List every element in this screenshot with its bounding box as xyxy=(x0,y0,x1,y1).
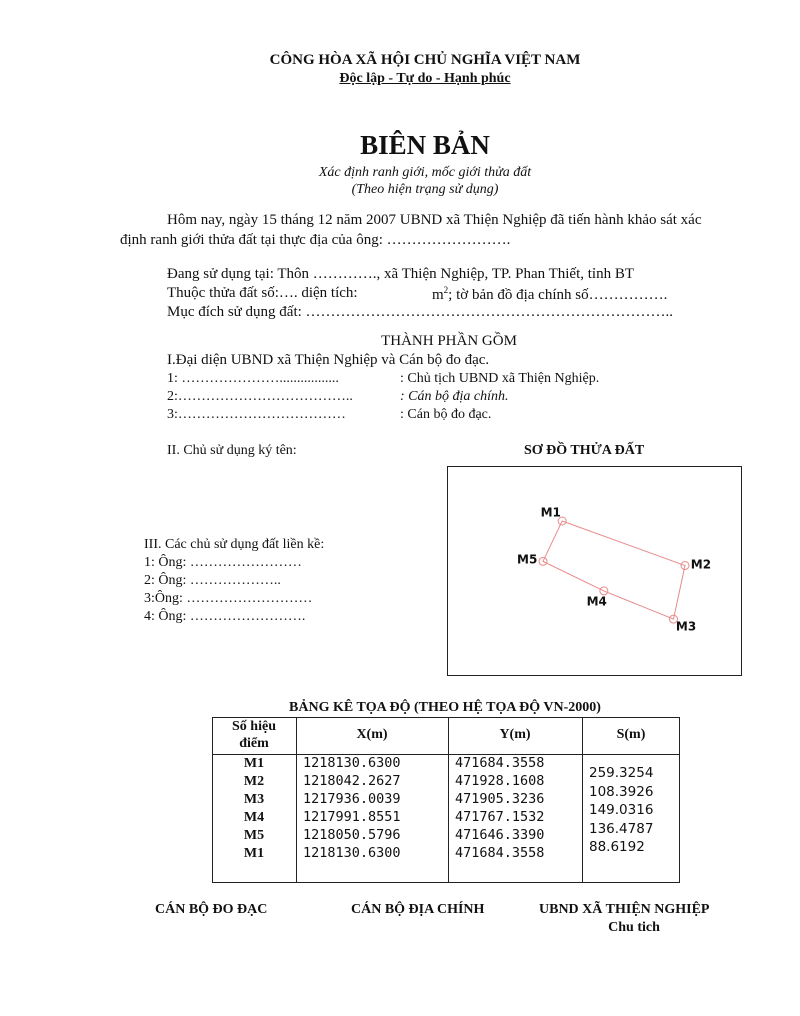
member-2-name: 2:……………………………….. xyxy=(167,389,353,404)
motto: Độc lập - Tự do - Hạnh phúc xyxy=(339,71,511,86)
table-cell-y: 471928.1608 xyxy=(455,773,545,789)
intro-line-1: Hôm nay, ngày 15 tháng 12 năm 2007 UBND xã Thiện Nghiệp đã tiến hành khảo sát xác xyxy=(167,212,702,228)
table-divider xyxy=(582,717,583,883)
table-cell-y: 471684.3558 xyxy=(455,845,545,861)
table-cell-x: 1218130.6300 xyxy=(303,845,401,861)
signature-cadastral: CÁN BỘ ĐỊA CHÍNH xyxy=(351,902,485,917)
header-point-line1: Số hiệu xyxy=(232,719,276,734)
composition-heading: THÀNH PHẦN GỒM xyxy=(381,333,517,349)
header-x: X(m) xyxy=(356,727,388,742)
nation-heading: CÔNG HÒA XÃ HỘI CHỦ NGHĨA VIỆT NAM xyxy=(269,52,581,68)
parcel-boundary xyxy=(543,521,685,619)
area-unit-superscript: 2 xyxy=(443,285,449,295)
parcel-sketch xyxy=(447,466,742,676)
intro-line-2: định ranh giới thửa đất tại thực địa của ông: ……………………. xyxy=(120,232,511,248)
table-cell-distance: 149.0316 xyxy=(589,802,654,818)
parcel-number-area: Thuộc thửa đất số:…. diện tích: xyxy=(167,285,358,301)
document-subtitle-note: (Theo hiện trạng sử dụng) xyxy=(351,182,499,197)
section-2-heading: II. Chủ sử dụng ký tên: xyxy=(167,443,297,458)
signature-committee-role: Chu tich xyxy=(608,920,660,935)
member-1-name: 1: …………………................. xyxy=(167,371,339,386)
table-cell-point: M4 xyxy=(243,810,265,825)
table-cell-point: M5 xyxy=(243,828,265,843)
signature-committee: UBND XÃ THIỆN NGHIỆP xyxy=(539,902,710,917)
marker-label: M4 xyxy=(586,594,607,609)
table-cell-point: M1 xyxy=(243,846,265,861)
marker-label: M2 xyxy=(690,557,712,572)
table-divider xyxy=(448,717,449,883)
table-cell-y: 471646.3390 xyxy=(455,827,545,843)
table-cell-distance: 108.3926 xyxy=(589,783,654,800)
section-3-heading: III. Các chủ sử dụng đất liền kề: xyxy=(144,537,325,552)
table-divider xyxy=(296,717,297,883)
member-2-role: : Cán bộ địa chính. xyxy=(400,389,509,404)
table-cell-x: 1218050.5796 xyxy=(303,827,401,843)
section-1-heading: I.Đại diện UBND xã Thiện Nghiệp và Cán bộ đo đạc. xyxy=(167,352,490,368)
neighbor-4: 4: Ông: ……………………. xyxy=(144,609,306,624)
sketch-heading: SƠ ĐỒ THỬA ĐẤT xyxy=(524,443,645,458)
member-1-role: : Chủ tịch UBND xã Thiện Nghiệp. xyxy=(400,371,600,386)
usage-location: Đang sử dụng tại: Thôn …………., xã Thiện Nghiệp, TP. Phan Thiết, tỉnh BT xyxy=(167,266,634,282)
table-cell-point: M3 xyxy=(243,792,265,807)
signature-surveyor: CÁN BỘ ĐO ĐẠC xyxy=(155,902,268,917)
table-cell-x: 1217991.8551 xyxy=(303,809,401,825)
parcel-sketch-drawing xyxy=(448,467,743,677)
table-cell-point: M2 xyxy=(243,774,265,789)
table-cell-x: 1218130.6300 xyxy=(303,755,401,771)
member-3-role: : Cán bộ đo đạc. xyxy=(400,407,492,422)
marker-label: M5 xyxy=(517,552,538,567)
table-cell-distance: 259.3254 xyxy=(589,765,654,781)
coordinate-table xyxy=(212,717,680,883)
marker-label: M3 xyxy=(675,619,697,634)
header-y: Y(m) xyxy=(499,727,531,742)
member-3-name: 3:……………………………… xyxy=(167,407,346,422)
table-cell-x: 1218042.2627 xyxy=(303,773,401,789)
coordinate-table-title: BẢNG KÊ TỌA ĐỘ (THEO HỆ TỌA ĐỘ VN-2000) xyxy=(289,700,601,715)
neighbor-2: 2: Ông: ……………….. xyxy=(144,573,281,588)
document-title: BIÊN BẢN xyxy=(360,130,490,160)
land-use-purpose: Mục đích sử dụng đất: ……………………………………………………………….. xyxy=(167,304,674,320)
table-cell-point: M1 xyxy=(243,756,265,771)
area-and-map-sheet xyxy=(432,285,667,304)
table-cell-y: 471767.1532 xyxy=(455,809,545,825)
neighbor-1: 1: Ông: …………………… xyxy=(144,555,302,570)
marker-label: M1 xyxy=(540,505,561,520)
table-cell-y: 471684.3558 xyxy=(455,755,545,771)
table-cell-x: 1217936.0039 xyxy=(303,791,401,807)
table-cell-distance: 88.6192 xyxy=(589,839,645,855)
area-unit: m xyxy=(432,287,444,303)
header-s: S(m) xyxy=(616,727,646,742)
header-point-line2: điểm xyxy=(239,736,269,751)
document-subtitle: Xác định ranh giới, mốc giới thửa đất xyxy=(318,165,532,180)
map-sheet: ; tờ bản đồ địa chính số……………. xyxy=(448,287,668,303)
table-header-divider xyxy=(212,754,680,755)
neighbor-3: 3:Ông: ……………………… xyxy=(144,591,313,606)
table-cell-distance: 136.4787 xyxy=(589,820,654,837)
table-cell-y: 471905.3236 xyxy=(455,791,545,807)
